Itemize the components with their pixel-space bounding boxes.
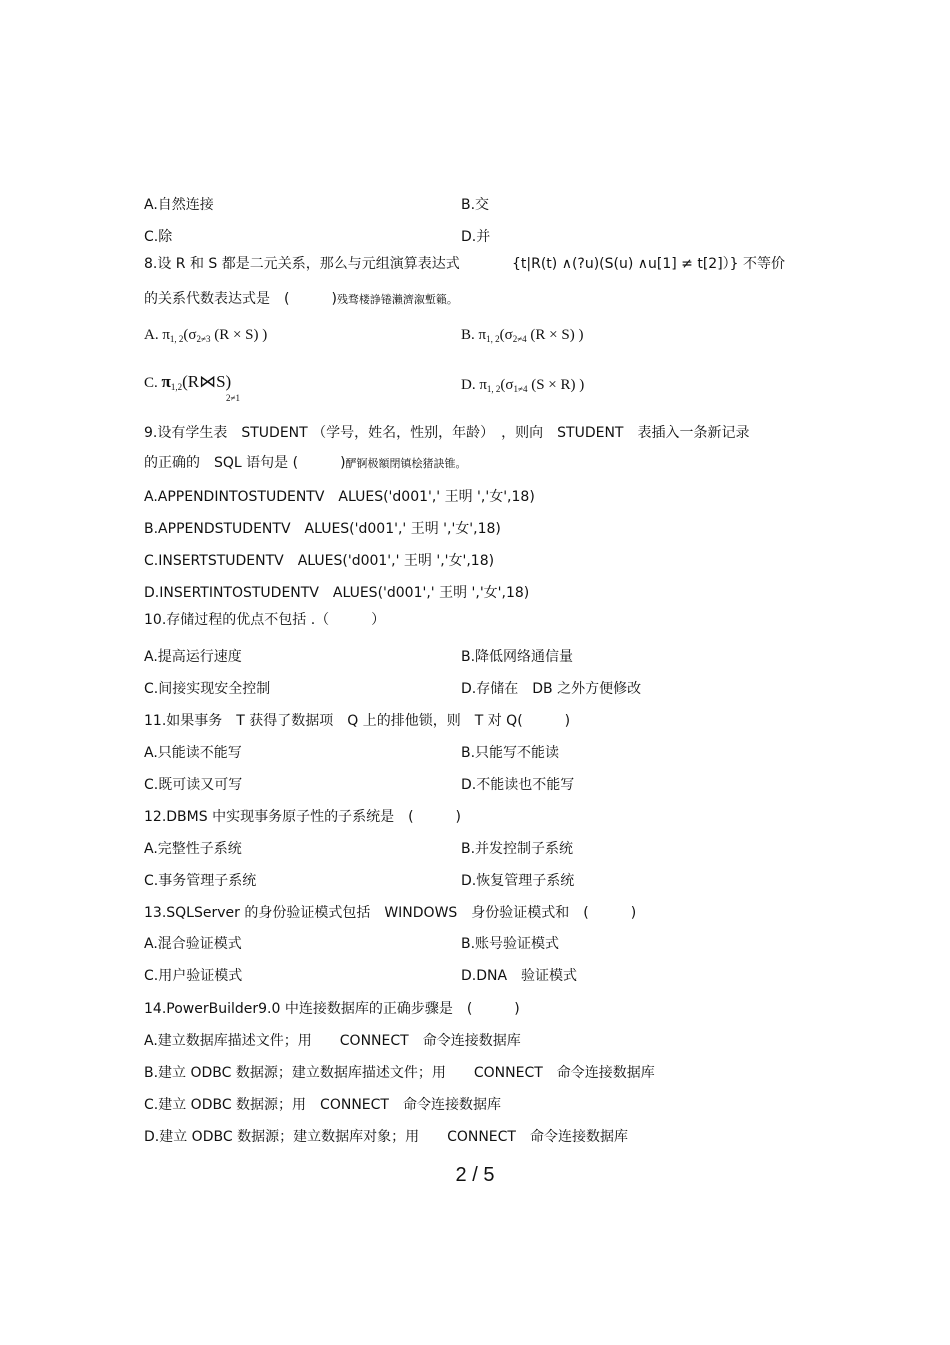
q13-option-b: B.账号验证模式 bbox=[461, 936, 560, 952]
q10-option-b: B.降低网络通信量 bbox=[461, 649, 574, 665]
q8-option-c-tail: (R⋈S) bbox=[182, 372, 232, 391]
q8-option-b-pi: π bbox=[478, 327, 487, 343]
q8-option-d-sigma-sub: 1≠4 bbox=[513, 384, 528, 394]
q8-option-c-pi-sub: 1,2 bbox=[170, 382, 183, 392]
q11-option-d: D.不能读也不能写 bbox=[461, 777, 575, 793]
q8-noise-text: 残骛楼諍锩瀨濟溆塹籟。 bbox=[336, 293, 458, 306]
q8-stem-line2 bbox=[144, 289, 458, 310]
q14-stem: 14.PowerBuilder9.0 中连接数据库的正确步骤是 ( ) bbox=[144, 1001, 520, 1017]
page-number: 2 / 5 bbox=[455, 1164, 495, 1186]
q10-option-d: D.存储在 DB 之外方便修改 bbox=[461, 681, 642, 697]
q11-option-a: A.只能读不能写 bbox=[144, 745, 242, 761]
q8-option-a bbox=[144, 325, 267, 349]
q8-option-d-tail: (S × R) ) bbox=[531, 377, 585, 393]
q9-stem-line1: 9.设有学生表 STUDENT （学号，姓名，性别，年龄） ，则向 STUDENT 表插入一条新记录 bbox=[144, 425, 750, 441]
q10-option-c: C.间接实现安全控制 bbox=[144, 681, 271, 697]
q13-stem: 13.SQLServer 的身份验证模式包括 WINDOWS 身份验证模式和 ( ) bbox=[144, 905, 637, 921]
q12-option-b: B.并发控制子系统 bbox=[461, 841, 574, 857]
q8-option-d-pi-sub: 1, 2 bbox=[486, 384, 501, 394]
q7-option-b: B.交 bbox=[461, 197, 490, 213]
q14-option-a: A.建立数据库描述文件；用 CONNECT 命令连接数据库 bbox=[144, 1033, 521, 1049]
q8-expression: {t|R(t) ∧(?u)(S(u) ∧u[1] ≠ t[2]）} 不等价 bbox=[512, 256, 786, 272]
q13-option-c: C.用户验证模式 bbox=[144, 968, 243, 984]
q9-noise-text: 酽锕极額閉镇桧猪訣锥。 bbox=[345, 457, 467, 470]
q9-option-c: C.INSERTSTUDENTV ALUES('d001',' 王明 ','女',18) bbox=[144, 553, 495, 569]
q10-option-a: A.提高运行速度 bbox=[144, 649, 242, 665]
q8-option-b-tail: (R × S) ) bbox=[530, 327, 584, 343]
q7-option-d: D.并 bbox=[461, 229, 491, 245]
q9-stem-line2 bbox=[144, 453, 467, 474]
q13-option-d: D.DNA 验证模式 bbox=[461, 968, 578, 984]
q8-option-b-sigma-sub: 2≠4 bbox=[512, 334, 527, 344]
q9-option-d: D.INSERTINTOSTUDENTV ALUES('d001',' 王明 ','女',18) bbox=[144, 585, 530, 601]
q8-option-d-sigma: (σ bbox=[500, 377, 514, 393]
q8-option-d-label: D. bbox=[461, 377, 476, 393]
q8-option-c bbox=[144, 372, 240, 403]
q13-option-a: A.混合验证模式 bbox=[144, 936, 242, 952]
q8-option-a-tail: (R × S) ) bbox=[214, 327, 268, 343]
q10-stem: 10.存储过程的优点不包括 .（ ） bbox=[144, 612, 386, 628]
q8-option-a-label: A. bbox=[144, 327, 159, 343]
q9-option-b: B.APPENDSTUDENTV ALUES('d001',' 王明 ','女',18) bbox=[144, 521, 501, 537]
q8-option-a-pi: π bbox=[162, 327, 170, 343]
q8-option-c-join-sub: 2≠1 bbox=[226, 393, 240, 403]
q14-option-b: B.建立 ODBC 数据源；建立数据库描述文件；用 CONNECT 命令连接数据库 bbox=[144, 1065, 655, 1081]
q8-option-a-pi-sub: 1, 2 bbox=[169, 334, 184, 344]
q8-option-d bbox=[461, 375, 584, 399]
q9-stem-text: 的正确的 SQL 语句是 ( ) bbox=[144, 455, 346, 471]
q11-option-c: C.既可读又可写 bbox=[144, 777, 243, 793]
q14-option-d: D.建立 ODBC 数据源；建立数据库对象；用 CONNECT 命令连接数据库 bbox=[144, 1129, 628, 1145]
q7-option-c: C.除 bbox=[144, 229, 173, 245]
q8-option-a-sigma: (σ bbox=[183, 327, 197, 343]
q12-option-c: C.事务管理子系统 bbox=[144, 873, 257, 889]
q11-stem: 11.如果事务 T 获得了数据项 Q 上的排他锁，则 T 对 Q( ) bbox=[144, 713, 571, 729]
q8-option-b-sigma: (σ bbox=[499, 327, 513, 343]
q12-option-a: A.完整性子系统 bbox=[144, 841, 242, 857]
q14-option-c: C.建立 ODBC 数据源；用 CONNECT 命令连接数据库 bbox=[144, 1097, 501, 1113]
q8-option-c-label: C. bbox=[144, 375, 158, 391]
q12-option-d: D.恢复管理子系统 bbox=[461, 873, 575, 889]
q12-stem: 12.DBMS 中实现事务原子性的子系统是 ( ) bbox=[144, 809, 461, 825]
q9-option-a: A.APPENDINTOSTUDENTV ALUES('d001',' 王明 ','女',18) bbox=[144, 489, 535, 505]
q8-option-b-pi-sub: 1, 2 bbox=[486, 334, 500, 344]
q8-option-b bbox=[461, 325, 583, 349]
q11-option-b: B.只能写不能读 bbox=[461, 745, 560, 761]
q8-stem-line1: 8.设 R 和 S 都是二元关系，那么与元组演算表达式 bbox=[144, 256, 460, 272]
q8-option-b-label: B. bbox=[461, 327, 475, 343]
q8-option-a-sigma-sub: 2≠3 bbox=[196, 334, 211, 344]
q7-option-a: A.自然连接 bbox=[144, 197, 214, 213]
q8-stem-text: 的关系代数表达式是 ( ) bbox=[144, 291, 337, 307]
q8-option-d-pi: π bbox=[479, 377, 487, 393]
q8-option-c-pi: π bbox=[161, 372, 171, 391]
